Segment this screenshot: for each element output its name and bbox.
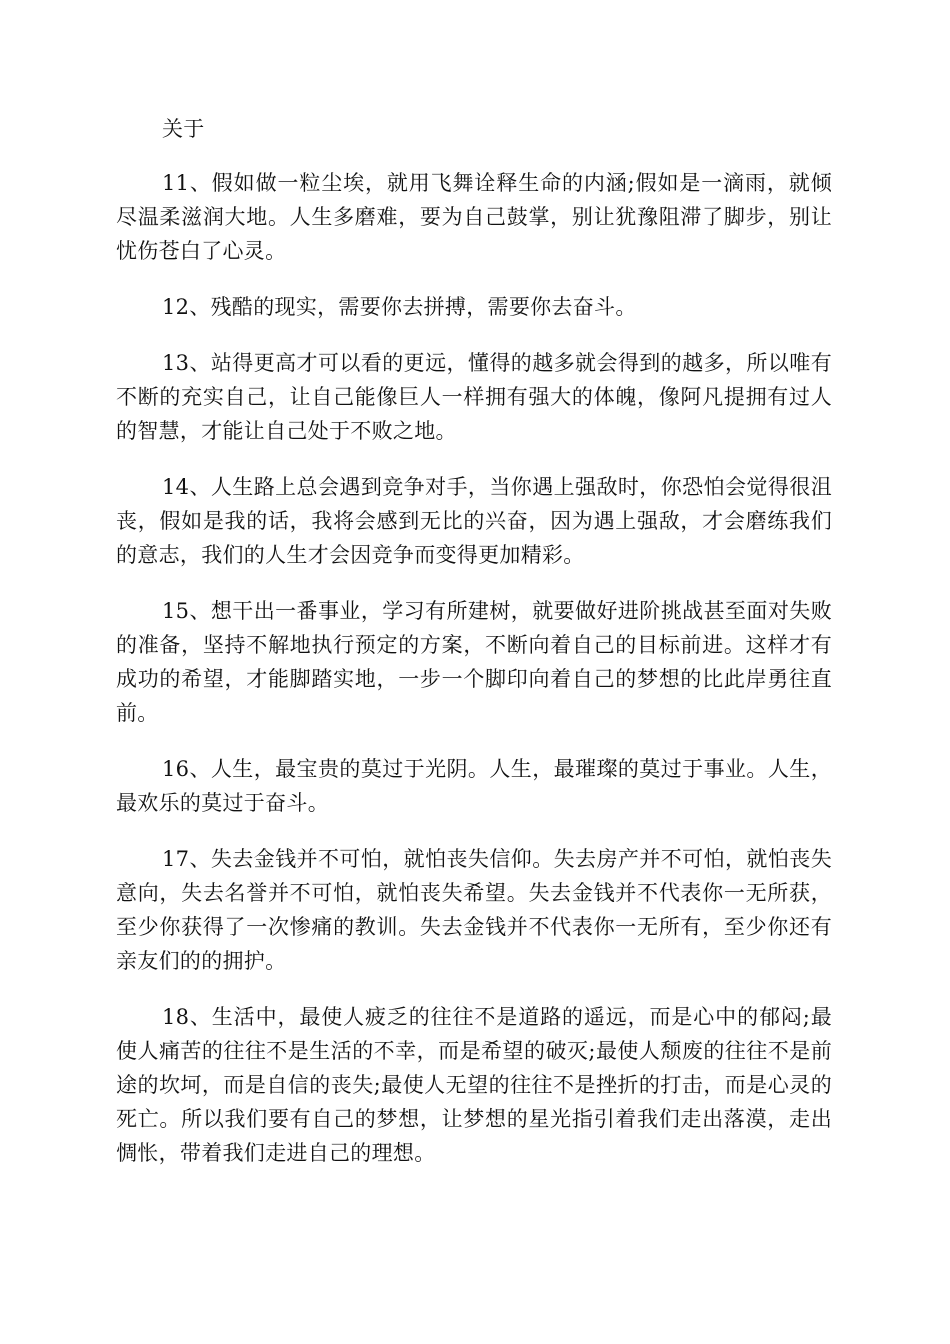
paragraph-16: 16、人生，最宝贵的莫过于光阴。人生，最璀璨的莫过于事业。人生，最欢乐的莫过于奋斗。 — [116, 757, 832, 815]
document-body — [116, 112, 832, 1192]
paragraph-18: 18、生活中，最使人疲乏的往往不是道路的遥远，而是心中的郁闷;最使人痛苦的往往不是生活的不幸，而是希望的破灭;最使人颓废的往往不是前途的坎坷，而是自信的丧失;最使人无望的往往不是挫折的打击，而是心灵的死亡。所以我们要有自己的梦想，让梦想的星光指引着我们走出落漠，走出惆怅，带着我们走进自己的理想。 — [116, 1005, 832, 1165]
paragraph-13: 13、站得更高才可以看的更远，懂得的越多就会得到的越多，所以唯有不断的充实自己，让自己能像巨人一样拥有强大的体魄，像阿凡提拥有过人的智慧，才能让自己处于不败之地。 — [116, 351, 832, 443]
paragraph-12: 12、残酷的现实，需要你去拼搏，需要你去奋斗。 — [162, 295, 637, 319]
paragraph-14: 14、人生路上总会遇到竞争对手，当你遇上强敌时，你恐怕会觉得很沮丧，假如是我的话，我将会感到无比的兴奋，因为遇上强敌，才会磨练我们的意志，我们的人生才会因竞争而变得更加精彩。 — [116, 475, 832, 567]
document-heading: 关于 — [162, 117, 205, 141]
paragraph-17: 17、失去金钱并不可怕，就怕丧失信仰。失去房产并不可怕，就怕丧失意向，失去名誉并不可怕，就怕丧失希望。失去金钱并不代表你一无所获，至少你获得了一次惨痛的教训。失去金钱并不代表你一无所有，至少你还有亲友们的的拥护。 — [116, 847, 832, 973]
paragraph-11: 11、假如做一粒尘埃，就用飞舞诠释生命的内涵;假如是一滴雨，就倾尽温柔滋润大地。人生多磨难，要为自己鼓掌，别让犹豫阻滞了脚步，别让忧伤苍白了心灵。 — [116, 171, 832, 263]
paragraph-15: 15、想干出一番事业，学习有所建树，就要做好进阶挑战甚至面对失败的准备，坚持不解地执行预定的方案，不断向着自己的目标前进。这样才有成功的希望，才能脚踏实地，一步一个脚印向着自己的梦想的比此岸勇往直前。 — [116, 599, 832, 725]
